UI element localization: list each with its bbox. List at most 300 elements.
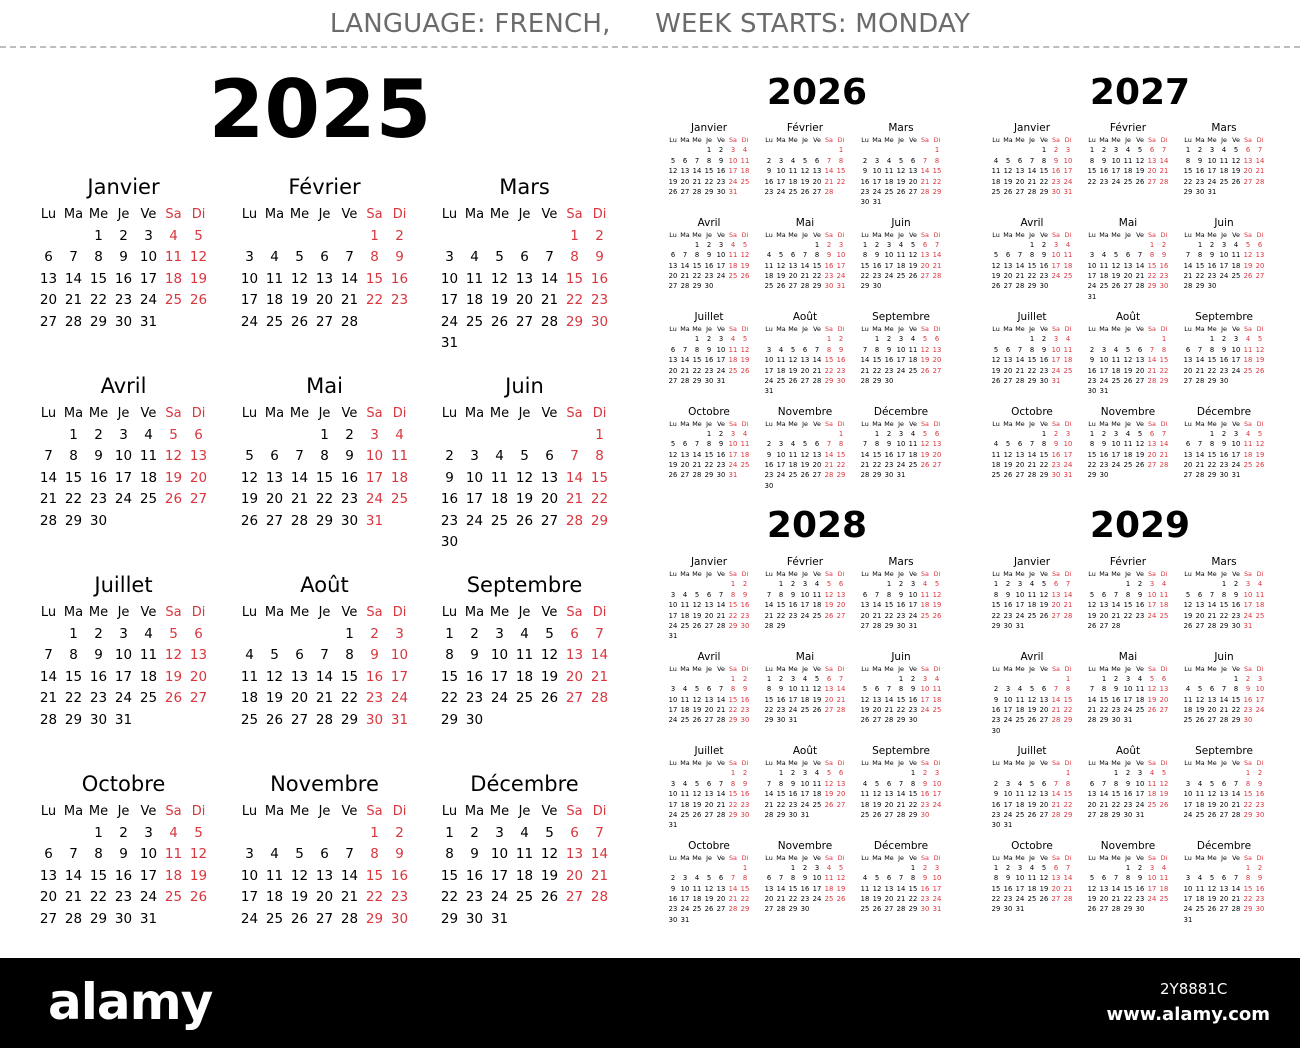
day-cell: 30 <box>1099 471 1109 480</box>
day-cell: 31 <box>716 376 726 385</box>
day-cell: 1 <box>1101 674 1107 683</box>
day-cell: 14 <box>920 167 930 176</box>
day-cell: 9 <box>1197 156 1203 165</box>
day-blank <box>691 579 703 589</box>
day-cell: 6 <box>1053 580 1059 589</box>
day-cell: 4 <box>169 227 178 244</box>
day-cell: 16 <box>1135 601 1145 610</box>
weekday-header: Je <box>898 664 904 673</box>
day-cell: 3 <box>682 874 688 883</box>
day-cell: 4 <box>898 240 904 249</box>
day-cell: 29 <box>788 905 798 914</box>
day-cell: 14 <box>728 884 738 893</box>
day-cell: 2 <box>1041 335 1047 344</box>
month-grid <box>1182 135 1266 197</box>
day-cell: 15 <box>692 261 702 270</box>
day-cell: 23 <box>365 690 384 706</box>
day-cell: 11 <box>920 590 930 599</box>
day-cell: 22 <box>1243 895 1253 904</box>
day-blank <box>262 226 287 248</box>
weekday-header: Ve <box>1040 759 1048 767</box>
day-blank <box>1086 863 1098 873</box>
day-cell: 18 <box>740 450 750 459</box>
weekday-header: Je <box>706 230 712 239</box>
day-cell: 10 <box>1003 790 1013 799</box>
day-cell: 15 <box>1243 884 1253 893</box>
day-blank <box>859 429 871 439</box>
day-cell: 13 <box>1135 356 1145 365</box>
day-blank <box>775 429 787 439</box>
day-cell: 6 <box>1161 674 1167 683</box>
day-cell: 18 <box>1219 167 1229 176</box>
weekday-header: Lu <box>992 853 1000 862</box>
day-cell: 15 <box>1123 601 1133 610</box>
day-cell: 20 <box>680 461 690 470</box>
day-cell: 24 <box>139 889 158 905</box>
day-cell: 2 <box>922 769 928 778</box>
day-cell: 3 <box>1113 429 1119 438</box>
day-cell: 12 <box>1207 884 1217 893</box>
day-cell: 28 <box>1183 282 1193 291</box>
day-cell: 22 <box>728 611 738 620</box>
month-grid <box>667 230 751 292</box>
month-2029-7 <box>990 745 1074 831</box>
day-cell: 7 <box>1017 345 1023 354</box>
day-cell: 27 <box>1147 461 1157 470</box>
day-cell: 18 <box>1111 366 1121 375</box>
day-cell: 16 <box>704 356 714 365</box>
day-cell: 23 <box>1255 800 1265 809</box>
weekday-header: Ma <box>776 419 786 428</box>
day-cell: 22 <box>812 272 822 281</box>
day-cell: 12 <box>740 345 750 354</box>
weekday-header: Me <box>884 136 894 144</box>
month-name: Juillet <box>1017 311 1047 323</box>
day-cell: 29 <box>1039 471 1049 480</box>
day-cell: 2 <box>874 240 880 249</box>
weekday-header: Me <box>88 605 109 620</box>
day-cell: 17 <box>240 889 259 905</box>
day-cell: 15 <box>788 884 798 893</box>
day-cell: 6 <box>320 249 329 265</box>
day-cell: 1 <box>1245 769 1251 778</box>
day-blank <box>883 674 895 684</box>
weekday-header: Di <box>933 570 941 578</box>
weekday-header: Di <box>837 664 845 673</box>
weekday-header: Ma <box>464 605 485 620</box>
day-cell: 6 <box>706 590 712 599</box>
weekday-header: Lu <box>992 230 1000 239</box>
weekday-header: Ma <box>63 804 84 819</box>
month-grid <box>36 204 211 333</box>
day-cell: 6 <box>545 448 554 464</box>
day-cell: 20 <box>836 601 846 610</box>
day-blank <box>1098 240 1110 250</box>
day-cell: 6 <box>790 251 796 260</box>
day-blank <box>691 145 703 155</box>
day-cell: 12 <box>872 884 882 893</box>
day-cell: 10 <box>812 874 822 883</box>
day-cell: 25 <box>1159 611 1169 620</box>
day-cell: 18 <box>139 668 158 685</box>
day-cell: 27 <box>1183 471 1193 480</box>
day-cell: 5 <box>295 846 304 862</box>
day-cell: 10 <box>896 345 906 354</box>
day-cell: 24 <box>872 187 882 196</box>
weekday-header: Di <box>837 853 845 862</box>
day-cell: 12 <box>1039 590 1049 599</box>
day-cell: 19 <box>800 177 810 186</box>
month-grid <box>859 230 943 292</box>
day-blank <box>1002 429 1014 439</box>
weekday-header: Ve <box>140 605 157 620</box>
day-cell: 5 <box>520 448 529 464</box>
day-cell: 21 <box>1135 272 1145 281</box>
weekday-header: Ma <box>872 230 882 239</box>
weekday-header: Ma <box>680 136 690 144</box>
day-cell: 1 <box>370 227 379 244</box>
day-cell: 17 <box>1123 695 1133 704</box>
month-2026-11 <box>763 406 847 492</box>
day-cell: 26 <box>812 706 822 715</box>
day-cell: 7 <box>1233 779 1239 788</box>
day-cell: 24 <box>716 272 726 281</box>
weekday-header: Ma <box>1099 419 1109 428</box>
day-cell: 1 <box>1245 863 1251 872</box>
day-cell: 9 <box>470 846 479 862</box>
day-cell: 2 <box>790 769 796 778</box>
day-cell: 6 <box>194 625 203 642</box>
day-cell: 8 <box>1161 345 1167 354</box>
weekday-header: Di <box>1160 136 1168 144</box>
day-cell: 4 <box>395 426 404 443</box>
day-cell: 18 <box>692 895 702 904</box>
day-cell: 10 <box>1243 590 1253 599</box>
day-cell: 10 <box>776 167 786 176</box>
weekday-header: Sa <box>165 804 182 819</box>
day-cell: 9 <box>766 450 772 459</box>
day-cell: 19 <box>1147 695 1157 704</box>
month-grid <box>437 602 612 731</box>
day-cell: 16 <box>1099 167 1109 176</box>
day-cell: 23 <box>390 292 409 308</box>
day-cell: 15 <box>89 867 108 884</box>
day-cell: 21 <box>1015 366 1025 375</box>
day-blank <box>1194 579 1206 589</box>
day-cell: 26 <box>1183 621 1193 630</box>
day-cell: 11 <box>680 695 690 704</box>
day-cell: 9 <box>838 345 844 354</box>
day-cell: 15 <box>1159 356 1169 365</box>
day-cell: 2 <box>1257 863 1263 872</box>
day-cell: 10 <box>240 270 259 287</box>
day-cell: 12 <box>1087 601 1097 610</box>
day-cell: 24 <box>932 800 942 809</box>
day-cell: 10 <box>872 167 882 176</box>
day-cell: 20 <box>1003 272 1013 281</box>
weekday-header: Je <box>802 136 808 144</box>
day-cell: 30 <box>716 471 726 480</box>
month-grid <box>1086 758 1170 820</box>
day-cell: 20 <box>1243 167 1253 176</box>
day-cell: 13 <box>920 251 930 260</box>
day-blank <box>287 624 312 646</box>
day-cell: 28 <box>1027 187 1037 196</box>
day-cell: 29 <box>776 810 786 819</box>
day-cell: 13 <box>1015 450 1025 459</box>
day-cell: 20 <box>920 261 930 270</box>
day-cell: 1 <box>838 146 844 155</box>
day-cell: 27 <box>1099 621 1109 630</box>
day-cell: 22 <box>365 292 384 308</box>
weekday-header: Ma <box>872 136 882 144</box>
day-cell: 19 <box>1027 800 1037 809</box>
day-cell: 15 <box>1147 261 1157 270</box>
day-cell: 22 <box>872 461 882 470</box>
day-cell: 6 <box>718 874 724 883</box>
day-cell: 18 <box>908 356 918 365</box>
day-cell: 3 <box>670 590 676 599</box>
day-cell: 13 <box>1051 590 1061 599</box>
weekday-header: Sa <box>566 605 583 620</box>
day-cell: 22 <box>1231 706 1241 715</box>
day-cell: 12 <box>240 469 259 486</box>
day-cell: 24 <box>1147 895 1157 904</box>
day-cell: 19 <box>240 491 259 507</box>
day-cell: 19 <box>1243 261 1253 270</box>
day-cell: 21 <box>1063 884 1073 893</box>
day-cell: 4 <box>1221 146 1227 155</box>
weekday-header: Je <box>802 570 808 578</box>
month-2027-4 <box>990 217 1074 292</box>
day-cell: 10 <box>240 867 259 884</box>
day-cell: 15 <box>1087 167 1097 176</box>
day-cell: 6 <box>570 625 579 642</box>
month-2025-7 <box>36 572 211 731</box>
day-blank <box>715 579 727 589</box>
day-cell: 25 <box>1243 461 1253 470</box>
day-cell: 5 <box>826 580 832 589</box>
weekday-header: Ve <box>1136 325 1144 333</box>
day-cell: 13 <box>704 695 714 704</box>
day-cell: 23 <box>1123 800 1133 809</box>
day-cell: 10 <box>1087 261 1097 270</box>
day-cell: 9 <box>886 440 892 449</box>
month-name: Janvier <box>1013 122 1051 134</box>
day-cell: 5 <box>1149 674 1155 683</box>
day-cell: 28 <box>1015 376 1025 385</box>
day-cell: 22 <box>908 800 918 809</box>
month-name: Mai <box>1118 650 1138 663</box>
weekday-header: Me <box>489 406 510 421</box>
day-cell: 11 <box>465 270 484 287</box>
day-cell: 7 <box>345 846 354 862</box>
day-cell: 16 <box>1159 261 1169 270</box>
day-cell: 30 <box>1123 810 1133 819</box>
month-2029-3 <box>1182 556 1266 631</box>
day-cell: 16 <box>1135 884 1145 893</box>
day-cell: 5 <box>838 863 844 872</box>
weekday-header: Di <box>1256 230 1264 239</box>
day-blank <box>799 145 811 155</box>
day-cell: 23 <box>740 800 750 809</box>
day-cell: 21 <box>340 292 359 308</box>
day-cell: 8 <box>595 448 604 464</box>
weekday-header: Sa <box>165 605 182 620</box>
day-blank <box>462 226 487 248</box>
day-cell: 25 <box>1243 366 1253 375</box>
day-blank <box>237 425 262 447</box>
weekday-header: Ma <box>1195 325 1205 333</box>
weekday-header: Je <box>706 570 712 578</box>
day-cell: 18 <box>1183 706 1193 715</box>
weekday-header: Me <box>884 759 894 767</box>
day-cell: 25 <box>240 711 259 728</box>
day-cell: 19 <box>920 356 930 365</box>
day-cell: 12 <box>515 469 534 486</box>
month-name: Mai <box>795 216 815 229</box>
day-cell: 28 <box>1063 895 1073 904</box>
day-cell: 4 <box>886 156 892 165</box>
day-blank <box>895 768 907 778</box>
day-cell: 8 <box>1197 251 1203 260</box>
weekday-header: Di <box>741 570 749 578</box>
day-cell: 4 <box>1161 580 1167 589</box>
day-cell: 20 <box>872 706 882 715</box>
day-cell: 20 <box>1051 884 1061 893</box>
day-cell: 22 <box>1111 800 1121 809</box>
day-cell: 31 <box>1231 471 1241 480</box>
day-cell: 7 <box>1197 440 1203 449</box>
day-cell: 29 <box>1219 621 1229 630</box>
day-cell: 14 <box>1027 167 1037 176</box>
day-cell: 17 <box>139 867 158 884</box>
month-grid <box>763 853 847 915</box>
day-cell: 20 <box>1219 895 1229 904</box>
day-cell: 17 <box>1135 790 1145 799</box>
day-cell: 1 <box>730 674 736 683</box>
day-cell: 9 <box>1209 251 1215 260</box>
day-cell: 8 <box>1101 685 1107 694</box>
day-cell: 11 <box>860 790 870 799</box>
day-cell: 23 <box>1099 461 1109 470</box>
day-cell: 3 <box>1245 580 1251 589</box>
weekday-header: Ma <box>776 136 786 144</box>
weekday-header: Je <box>802 325 808 333</box>
day-cell: 31 <box>1123 716 1133 725</box>
day-cell: 23 <box>884 366 894 375</box>
day-cell: 19 <box>290 889 309 905</box>
day-cell: 9 <box>862 167 868 176</box>
day-cell: 28 <box>716 810 726 819</box>
day-blank <box>799 334 811 344</box>
day-blank <box>811 334 823 344</box>
month-2027-10 <box>990 406 1074 481</box>
day-cell: 15 <box>440 867 459 884</box>
day-cell: 21 <box>1207 611 1217 620</box>
day-cell: 24 <box>1183 905 1193 914</box>
day-cell: 19 <box>164 469 183 486</box>
day-cell: 21 <box>1015 272 1025 281</box>
day-cell: 11 <box>788 167 798 176</box>
day-cell: 11 <box>991 167 1001 176</box>
day-blank <box>667 768 679 778</box>
day-cell: 5 <box>169 625 178 642</box>
day-cell: 24 <box>1063 177 1073 186</box>
day-cell: 16 <box>465 668 484 685</box>
day-cell: 23 <box>1231 611 1241 620</box>
weekday-header: Sa <box>1244 419 1252 428</box>
day-cell: 12 <box>189 249 208 265</box>
day-cell: 26 <box>740 366 750 375</box>
day-blank <box>262 425 287 447</box>
day-cell: 20 <box>1099 895 1109 904</box>
day-cell: 31 <box>800 810 810 819</box>
day-cell: 26 <box>788 376 798 385</box>
day-blank <box>895 145 907 155</box>
day-cell: 12 <box>812 685 822 694</box>
day-cell: 17 <box>465 491 484 507</box>
day-cell: 16 <box>1255 790 1265 799</box>
day-cell: 3 <box>1149 580 1155 589</box>
day-cell: 3 <box>1233 429 1239 438</box>
day-cell: 31 <box>1243 621 1253 630</box>
day-blank <box>883 768 895 778</box>
day-blank <box>763 334 775 344</box>
day-cell: 17 <box>1207 167 1217 176</box>
weekday-header: Ma <box>264 605 285 620</box>
day-cell: 22 <box>1087 461 1097 470</box>
day-cell: 23 <box>1219 366 1229 375</box>
month-name: Juillet <box>694 311 724 323</box>
weekday-header: Lu <box>1184 570 1192 578</box>
day-cell: 10 <box>1135 779 1145 788</box>
day-cell: 13 <box>1099 601 1109 610</box>
month-name: Avril <box>1020 216 1044 229</box>
day-cell: 20 <box>800 366 810 375</box>
month-name: Mai <box>1118 216 1138 229</box>
day-cell: 11 <box>800 685 810 694</box>
day-cell: 5 <box>194 824 203 841</box>
weekday-header: Je <box>802 759 808 767</box>
day-cell: 15 <box>704 450 714 459</box>
day-cell: 19 <box>692 706 702 715</box>
day-cell: 8 <box>69 448 78 464</box>
weekday-header: Di <box>933 664 941 673</box>
day-blank <box>775 145 787 155</box>
weekday-header: Lu <box>765 136 773 144</box>
day-cell: 21 <box>39 491 58 507</box>
day-cell: 3 <box>445 249 454 265</box>
day-cell: 1 <box>766 674 772 683</box>
day-cell: 2 <box>1053 146 1059 155</box>
day-cell: 4 <box>910 429 916 438</box>
day-cell: 6 <box>44 249 53 265</box>
day-cell: 6 <box>295 647 304 663</box>
day-cell: 15 <box>1063 695 1073 704</box>
day-cell: 26 <box>991 376 1001 385</box>
day-cell: 2 <box>1113 674 1119 683</box>
day-cell: 23 <box>1087 376 1097 385</box>
day-cell: 1 <box>694 240 700 249</box>
day-cell: 16 <box>860 177 870 186</box>
month-name: Avril <box>697 216 721 229</box>
day-blank <box>1194 334 1206 344</box>
weekday-header: Je <box>1221 230 1227 239</box>
day-cell: 1 <box>898 674 904 683</box>
day-cell: 7 <box>595 824 604 841</box>
day-cell: 29 <box>64 512 83 529</box>
